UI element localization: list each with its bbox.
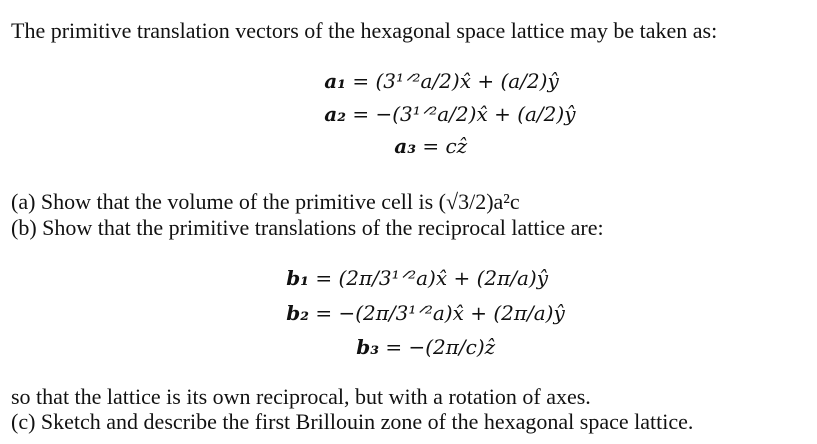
equation-b2 — [275, 300, 565, 326]
part-c-text: (c) Sketch and describe the first Brillouin zone of the hexagonal space lattice. — [11, 409, 694, 434]
vector-a1-label: a₁ — [324, 69, 346, 93]
equation-a1 — [312, 68, 559, 94]
vector-a2-label: a₂ — [324, 102, 346, 126]
equation-b3 — [345, 334, 495, 360]
conclusion-text: so that the lattice is its own reciprocal, but with a rotation of axes. — [11, 384, 591, 409]
equation-a3 — [382, 133, 467, 159]
vector-b1-expression: = (2π/3¹ᐟ²a)x̂ + (2π/a)ŷ — [315, 266, 549, 290]
vector-b2-expression: = −(2π/3¹ᐟ²a)x̂ + (2π/a)ŷ — [315, 301, 565, 325]
vector-a3-label: a₃ — [394, 134, 416, 158]
vector-a2-expression: = −(3¹ᐟ²a/2)x̂ + (a/2)ŷ — [352, 102, 576, 126]
intro-text: The primitive translation vectors of the hexagonal space lattice may be taken as: — [11, 18, 718, 43]
equation-b1 — [275, 265, 548, 291]
equation-a2 — [312, 101, 576, 127]
part-a-text: (a) Show that the volume of the primitive cell is (√3/2)a²c — [11, 189, 520, 214]
vector-a3-expression: = cẑ — [422, 134, 468, 158]
vector-b3-expression: = −(2π/c)ẑ — [385, 335, 496, 359]
vector-a1-expression: = (3¹ᐟ²a/2)x̂ + (a/2)ŷ — [352, 69, 559, 93]
part-b-text: (b) Show that the primitive translations of the reciprocal lattice are: — [11, 215, 604, 240]
vector-b2-label: b₂ — [286, 301, 309, 325]
vector-b3-label: b₃ — [356, 335, 379, 359]
vector-b1-label: b₁ — [286, 266, 309, 290]
